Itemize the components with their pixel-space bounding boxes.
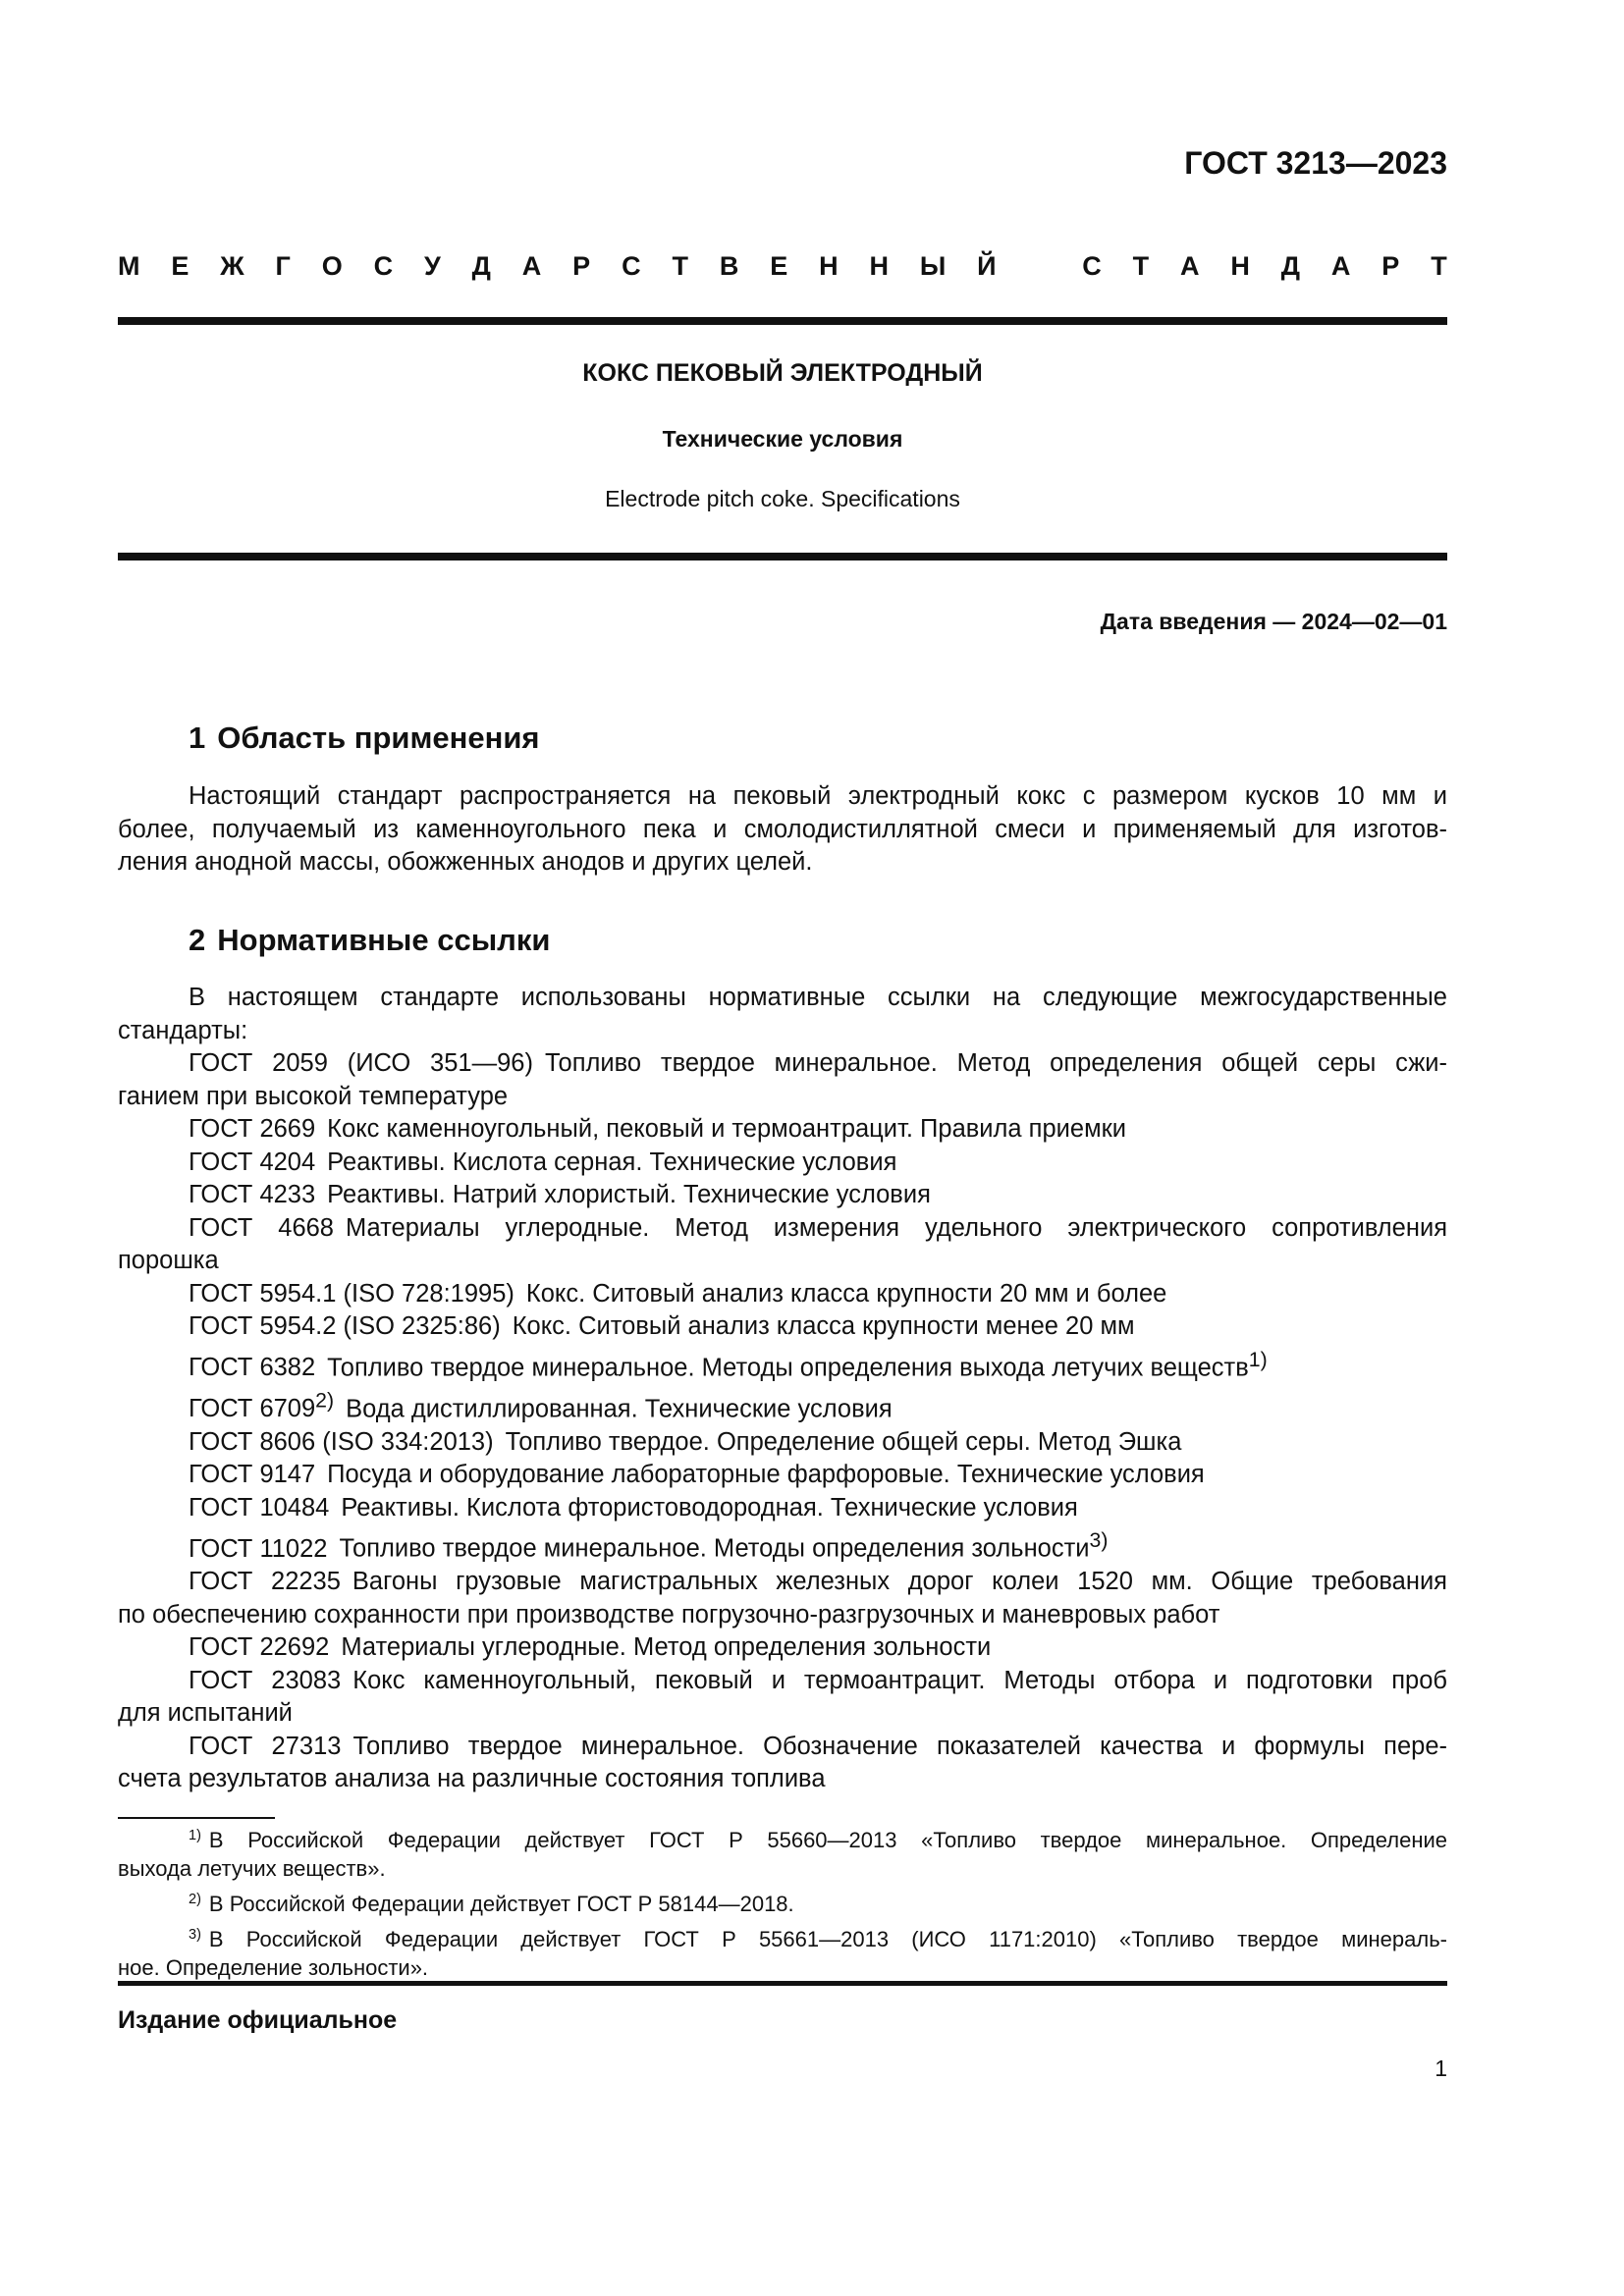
footnote-line — [118, 1890, 1447, 1918]
reference-title: Вагоны грузовые магистральных железных дорог колеи 1520 мм. Общие требования — [352, 1568, 1447, 1595]
banner-letter: А — [521, 251, 542, 281]
banner-letter: О — [321, 251, 343, 281]
reference-code — [189, 1388, 335, 1422]
document-subtitle: Технические условия — [662, 426, 903, 452]
title-rule — [118, 553, 1447, 561]
section-2-heading — [189, 923, 550, 958]
reference-item — [118, 1179, 1447, 1212]
reference-code — [189, 1148, 315, 1176]
page-number: 1 — [1435, 2056, 1447, 2081]
reference-continuation: счета результатов анализа на различные состояния топлива — [118, 1765, 826, 1792]
reference-item — [118, 1566, 1447, 1599]
banner-letter: В — [719, 251, 739, 281]
footnote-mark: 3) — [189, 1926, 201, 1943]
reference-continuation: порошка — [118, 1247, 219, 1274]
footnote-marker: 1) — [1248, 1347, 1268, 1371]
reference-continuation: ганием при высокой температуре — [118, 1082, 509, 1110]
reference-title: Реактивы. Кислота фтористоводородная. Технические условия — [341, 1493, 1078, 1522]
reference-code-text: ГОСТ 11022 — [189, 1534, 328, 1563]
banner-letter: Т — [1132, 251, 1150, 281]
banner-letter: Е — [770, 251, 788, 281]
reference-item — [118, 1344, 1447, 1385]
section-1-body — [118, 780, 1447, 880]
footnote-marker: 2) — [315, 1388, 335, 1413]
banner-letter: Г — [275, 251, 291, 281]
banner-letter: Н — [1230, 251, 1250, 281]
section-2-intro — [118, 982, 1447, 1047]
section-1-title: Область применения — [217, 721, 540, 755]
banner-word-space — [1027, 251, 1051, 282]
banner-letter: А — [1330, 251, 1351, 281]
reference-code — [189, 1568, 341, 1595]
reference-code-text: ГОСТ 6709 — [189, 1395, 316, 1422]
footnote-text: В Российской Федерации действует ГОСТ Р 55661—2013 (ИСО 1171:2010) «Топливо твердое минераль- — [208, 1927, 1447, 1951]
footnote — [118, 1925, 1447, 1982]
footnote-mark: 2) — [189, 1891, 201, 1907]
reference-code-text: ГОСТ 4233 — [189, 1181, 316, 1208]
reference-item — [118, 1278, 1447, 1311]
reference-code-text: ГОСТ 27313 — [189, 1732, 342, 1760]
reference-code-text: ГОСТ 2059 (ИСО 351—96) — [189, 1049, 533, 1077]
reference-item — [118, 1310, 1447, 1344]
banner-letter: Д — [471, 251, 491, 281]
banner-letter: Д — [1280, 251, 1301, 281]
banner-letter: Й — [977, 251, 997, 281]
reference-item — [118, 1524, 1447, 1566]
reference-continuation: по обеспечению сохранности при производстве погрузочно-разгрузочных и маневровых работ — [118, 1600, 1220, 1629]
reference-title: Материалы углеродные. Метод определения зольности — [341, 1633, 992, 1661]
reference-title: Материалы углеродные. Метод измерения удельного электрического сопротивления — [346, 1213, 1447, 1242]
footnote-continuation: ное. Определение зольности». — [118, 1955, 429, 1980]
section-2-title: Нормативные ссылки — [217, 923, 551, 957]
reference-code — [189, 1181, 315, 1208]
section-2-number: 2 — [189, 923, 206, 957]
reference-code-text: ГОСТ 8606 (ISO 334:2013) — [189, 1427, 494, 1456]
reference-code-text: ГОСТ 22692 — [189, 1633, 330, 1661]
reference-code-text: ГОСТ 4204 — [189, 1148, 316, 1176]
reference-item — [118, 1492, 1447, 1525]
reference-title: Кокс каменноугольный, пековый и термоантрацит. Правила приемки — [327, 1115, 1127, 1143]
reference-continuation: для испытаний — [118, 1699, 293, 1727]
reference-code-text: ГОСТ 6382 — [189, 1354, 316, 1381]
footnote-text: В Российской Федерации действует ГОСТ Р 55660—2013 «Топливо твердое минеральное. Определение — [208, 1828, 1447, 1852]
english-title: Electrode pitch coke. Specifications — [605, 486, 960, 511]
footnote-marker: 3) — [1089, 1528, 1109, 1552]
edition-label: Издание официальное — [118, 2006, 398, 2034]
banner-letter: Н — [869, 251, 889, 281]
reference-item — [118, 1731, 1447, 1764]
banner-letter: Р — [572, 251, 591, 281]
reference-code-text: ГОСТ 2669 — [189, 1115, 316, 1143]
reference-code — [189, 1461, 315, 1488]
reference-code-text: ГОСТ 10484 — [189, 1493, 330, 1522]
banner-letter: С — [1082, 251, 1102, 281]
reference-title: Кокс. Ситовый анализ класса крупности менее 20 мм — [512, 1312, 1135, 1340]
reference-item — [118, 1665, 1447, 1698]
reference-item — [118, 1385, 1447, 1426]
reference-code — [189, 1733, 341, 1760]
reference-code — [189, 1115, 315, 1143]
reference-item — [118, 1047, 1447, 1081]
reference-item — [118, 1212, 1447, 1246]
reference-code — [189, 1494, 329, 1522]
standard-type-banner — [118, 251, 1447, 282]
reference-code-text: ГОСТ 5954.2 (ISO 2325:86) — [189, 1312, 501, 1340]
reference-item — [118, 1113, 1447, 1147]
section-1-line: более, получаемый из каменноугольного пека и смолодистиллятной смеси и применяемый для изготов- — [118, 815, 1447, 843]
reference-title: Топливо твердое минеральное. Метод определения общей серы сжи- — [544, 1049, 1448, 1077]
footnote-line — [118, 1925, 1447, 1953]
banner-letter: Ж — [220, 251, 244, 281]
footnote-continuation: выхода летучих веществ». — [118, 1856, 386, 1881]
reference-title: Посуда и оборудование лабораторные фарфоровые. Технические условия — [327, 1461, 1205, 1488]
section-2-intro-line: В настоящем стандарте использованы нормативные ссылки на следующие межгосударственные — [189, 984, 1447, 1011]
reference-code — [189, 1049, 533, 1077]
reference-item — [118, 1147, 1447, 1180]
reference-code-text: ГОСТ 5954.1 (ISO 728:1995) — [189, 1279, 514, 1308]
footnote-text: В Российской Федерации действует ГОСТ Р 58144—2018. — [208, 1892, 794, 1916]
reference-code-text: ГОСТ 23083 — [189, 1666, 342, 1694]
banner-letter: С — [373, 251, 394, 281]
reference-code — [189, 1667, 341, 1694]
document-title: КОКС ПЕКОВЫЙ ЭЛЕКТРОДНЫЙ — [582, 359, 983, 387]
footnote-separator — [118, 1817, 275, 1819]
reference-title: Вода дистиллированная. Технические условия — [346, 1395, 893, 1422]
reference-title: Реактивы. Кислота серная. Технические условия — [327, 1148, 897, 1176]
top-rule — [118, 317, 1447, 325]
banner-letter: Н — [819, 251, 839, 281]
reference-code — [189, 1312, 501, 1340]
reference-code-text: ГОСТ 22235 — [189, 1568, 341, 1595]
footnote-mark: 1) — [189, 1827, 201, 1843]
reference-title: Кокс каменноугольный, пековый и термоантрацит. Методы отбора и подготовки проб — [352, 1666, 1447, 1694]
section-1-line: Настоящий стандарт распространяется на пековый электродный кокс с размером кусков 10 мм и — [189, 782, 1447, 810]
banner-letter: Ы — [919, 251, 947, 281]
banner-letter: Т — [672, 251, 688, 281]
reference-code — [189, 1535, 327, 1563]
section-1-number: 1 — [189, 721, 206, 755]
reference-title: Топливо твердое минеральное. Методы определения выхода летучих веществ — [327, 1354, 1249, 1381]
normative-references-list — [118, 1047, 1447, 1796]
banner-letter: А — [1180, 251, 1200, 281]
reference-code-text: ГОСТ 4668 — [189, 1213, 334, 1242]
reference-item — [118, 1426, 1447, 1460]
reference-code — [189, 1214, 334, 1242]
introduction-date: Дата введения — 2024—02—01 — [1100, 609, 1447, 634]
footnote — [118, 1890, 1447, 1918]
banner-letter: Р — [1381, 251, 1400, 281]
banner-letter: С — [622, 251, 641, 281]
section-2-intro-line: стандарты: — [118, 1016, 248, 1044]
banner-letter: М — [118, 251, 140, 281]
reference-title: Реактивы. Натрий хлористый. Технические условия — [327, 1181, 931, 1208]
reference-code — [189, 1633, 329, 1661]
reference-item — [118, 1631, 1447, 1665]
banner-letter: Е — [171, 251, 189, 281]
reference-title: Топливо твердое. Определение общей серы. Метод Эшка — [505, 1427, 1182, 1456]
reference-item — [118, 1459, 1447, 1492]
banner-letter: У — [424, 251, 441, 281]
footnote — [118, 1826, 1447, 1883]
reference-title: Топливо твердое минеральное. Обозначение показателей качества и формулы пере- — [352, 1732, 1447, 1760]
document-code: ГОСТ 3213—2023 — [1184, 145, 1447, 181]
reference-code — [189, 1428, 494, 1456]
bottom-rule — [118, 1981, 1447, 1986]
reference-title: Топливо твердое минеральное. Методы определения зольности — [339, 1534, 1090, 1563]
footnotes — [118, 1826, 1447, 1989]
section-1-line: ления анодной массы, обожженных анодов и других целей. — [118, 848, 813, 876]
section-1-heading — [189, 721, 540, 756]
footnote-line — [118, 1826, 1447, 1854]
banner-letter: Т — [1431, 251, 1447, 281]
reference-code — [189, 1280, 514, 1308]
reference-code-text: ГОСТ 9147 — [189, 1461, 316, 1488]
reference-code — [189, 1354, 315, 1381]
reference-title: Кокс. Ситовый анализ класса крупности 20 мм и более — [525, 1279, 1167, 1308]
